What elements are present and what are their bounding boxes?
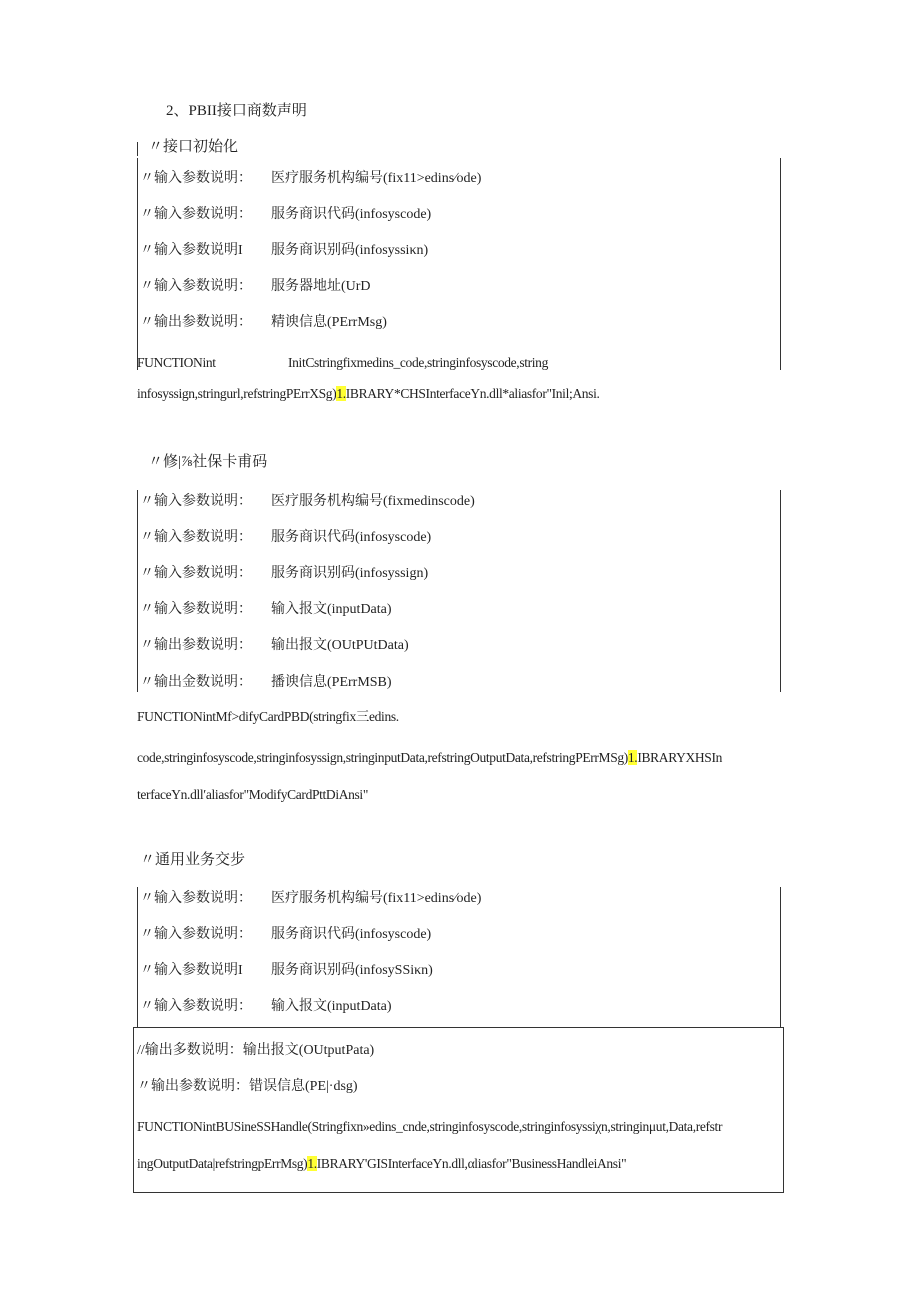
param-label: 〃输入参数说明： (140, 999, 252, 1014)
param-value: 服务商识代码(infosyscode) (271, 530, 432, 545)
param-value: 医疗服务机构编号(fix11>edins∕ode) (271, 171, 482, 186)
param-label: 〃输出金数说明： (140, 675, 252, 690)
param-label: 〃输入参数说明： (140, 927, 252, 942)
box-line: 〃输出参数说明：错误信息(PE|·dsg) (137, 1079, 358, 1094)
right-border (780, 158, 781, 370)
param-label: 〃输入参数说明： (140, 602, 252, 617)
param-value: 医疗服务机构编号(fix11>edins∕ode) (271, 891, 482, 906)
param-label: 〃输入参数说明： (140, 207, 252, 222)
highlighted-text: 1. (307, 1156, 317, 1171)
left-border (137, 158, 138, 370)
function-signature-cont (137, 1157, 626, 1171)
function-signature-cont (137, 751, 722, 765)
code-text: infosyssign,stringurl,refstringPErrXSg) (137, 386, 337, 401)
param-label: 〃输入参数说明： (140, 566, 252, 581)
highlighted-text: 1. (336, 386, 346, 401)
param-value: 服务商识别码(infosyssign) (271, 566, 429, 581)
param-label: 〃输出参数说明： (140, 315, 252, 330)
box-line: //输出多数说明：输出报文(OUtputPata) (137, 1043, 375, 1058)
function-signature: FUNCTIONintMf>difyCardPBD(stringfix三edins. (137, 709, 399, 724)
param-value: 服务器地址(UrD (271, 279, 371, 294)
param-label: 〃输入参数说明： (140, 530, 252, 545)
highlighted-text: 1. (627, 750, 638, 765)
param-value: 服务商识代码(infosyscode) (271, 207, 432, 222)
param-value: 输出报文(OUtPUtData) (271, 638, 409, 653)
param-label: 〃输入参数说明： (140, 494, 252, 509)
section-title: 〃通用业务交步 (140, 852, 246, 868)
param-value: 输入报文(inputData) (271, 602, 392, 617)
left-border-top (137, 142, 138, 156)
param-value: 服务商识别码(infosySSiκn) (271, 963, 433, 978)
param-value: 精谀信息(PErrMsg) (271, 315, 387, 330)
param-value: 服务商识别码(infosyssiκn) (271, 243, 429, 258)
param-value: 播谀信息(PErrMSB) (271, 675, 392, 690)
right-border (780, 887, 781, 1027)
param-label: 〃输入参数说明I (140, 963, 243, 978)
param-label: 〃输入参数说明I (140, 243, 243, 258)
param-value: 输入报文(inputData) (271, 999, 392, 1014)
param-label: 〃输入参数说明： (140, 171, 252, 186)
function-signature-cont: terfaceYn.dll′aliasfor"ModifyCardPttDiAnsi" (137, 787, 368, 802)
param-value: 医疗服务机构编号(fixmedinscode) (271, 494, 475, 509)
code-text: ingOutputData|refstringpErrMsg) (137, 1156, 308, 1171)
function-signature: FUNCTIONintBUSineSSHandle(Stringfixn»edins_cnde,stringinfosyscode,stringinfosyssiχn,stringinμut,Data,refstr (137, 1119, 723, 1134)
function-keyword: FUNCTIONint (137, 355, 216, 370)
param-value: 服务商识代码(infosyscode) (271, 927, 432, 942)
left-border (137, 490, 138, 692)
left-border (137, 887, 138, 1027)
code-text: IBRARY*CHSInterfaceYn.dll*aliasfor"Inil;Ansi. (345, 386, 600, 401)
function-signature: InitCstringfixmedins_code,stringinfosyscode,string (288, 355, 548, 370)
section-title: 〃修|⅞社保卡甫码 (148, 454, 268, 470)
function-signature-cont (137, 387, 600, 401)
section-title: 〃接口初始化 (148, 139, 239, 155)
code-text: IBRARY'GISInterfaceYn.dll,αliasfor"BusinessHandleiAnsi" (316, 1156, 627, 1171)
param-label: 〃输出参数说明： (140, 638, 252, 653)
param-label: 〃输入参数说明： (140, 891, 252, 906)
param-label: 〃输入参数说明： (140, 279, 252, 294)
right-border (780, 490, 781, 692)
code-text: IBRARYXHSIn (637, 750, 723, 765)
code-text: code,stringinfosyscode,stringinfosyssign,stringinputData,refstringOutputData,refstringPErrMSg) (137, 750, 628, 765)
section-heading: 2、PBII接口商数声明 (166, 103, 307, 119)
